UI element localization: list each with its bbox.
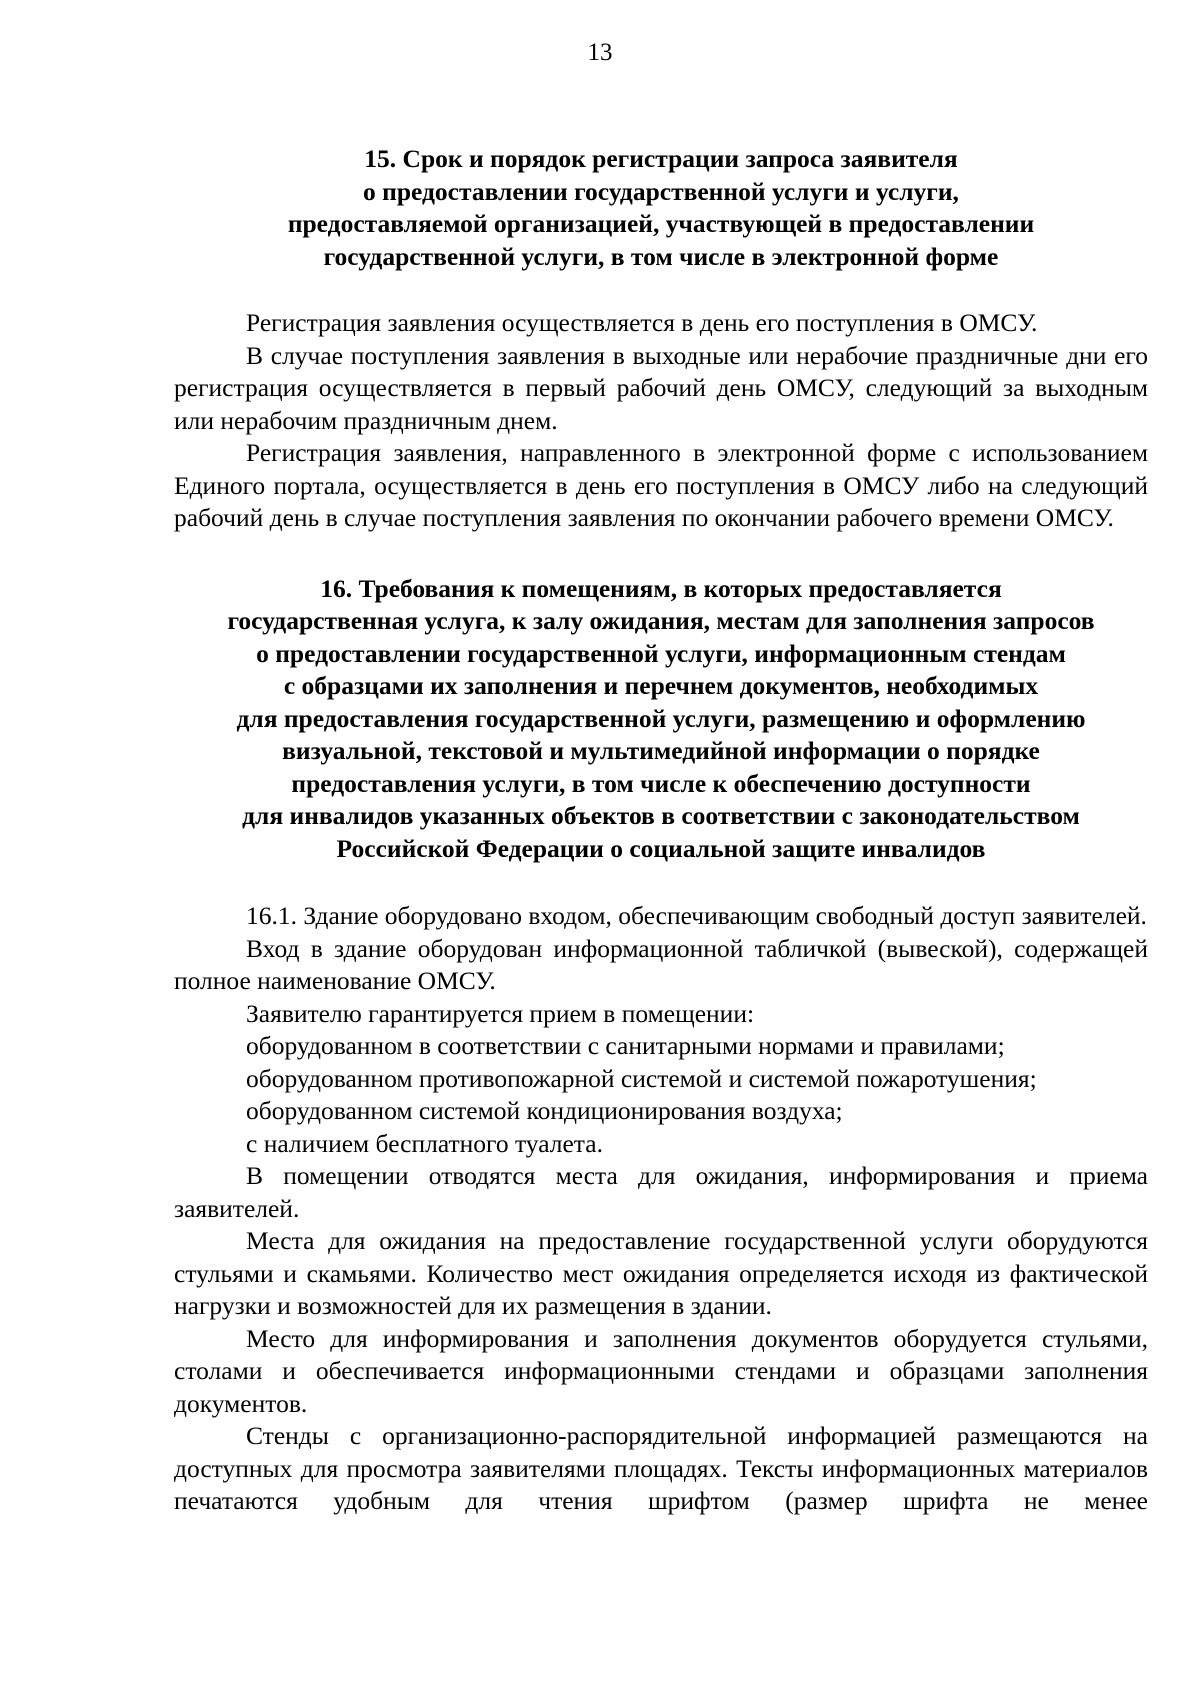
paragraph: Места для ожидания на предоставление государственной услуги оборудуются стульями и скамьями. Количество мест ожидания определяется исходя из фактической нагрузки и возможностей для их размещения в здании. bbox=[174, 1226, 1148, 1320]
list-item: оборудованном противопожарной системой и системой пожаротушения; bbox=[246, 1063, 1037, 1093]
heading-line: Российской Федерации о социальной защите инвалидов bbox=[336, 833, 986, 863]
heading-line: предоставления услуги, в том числе к обеспечению доступности bbox=[291, 768, 1031, 798]
heading-line: визуальной, текстовой и мультимедийной информации о порядке bbox=[282, 736, 1040, 765]
heading-line: с образцами их заполнения и перечнем документов, необходимых bbox=[283, 671, 1039, 700]
paragraph: В случае поступления заявления в выходные или нерабочие праздничные дни его регистрация осуществляется в первый рабочий день ОМСУ, следующий за выходным или нерабочим праздничным днем. bbox=[174, 340, 1148, 435]
heading-line: предоставляемой организацией, участвующей в предоставлении bbox=[287, 209, 1035, 238]
heading-line: о предоставлении государственной услуги и услуги, bbox=[363, 176, 959, 206]
paragraph: Заявителю гарантируется прием в помещении: bbox=[246, 998, 755, 1028]
section-15-body bbox=[174, 307, 1148, 535]
list-item: оборудованном в соответствии с санитарными нормами и правилами; bbox=[246, 1031, 1005, 1060]
heading-line: для инвалидов указанных объектов в соответствии с законодательством bbox=[242, 801, 1080, 830]
paragraph: Вход в здание оборудован информационной табличкой (вывеской), содержащей полное наименование ОМСУ. bbox=[174, 933, 1148, 995]
heading-line: для предоставления государственной услуги, размещению и оформлению bbox=[236, 703, 1086, 733]
paragraph: В помещении отводятся места для ожидания, информирования и приема заявителей. bbox=[174, 1161, 1148, 1223]
section-15-heading bbox=[174, 143, 1148, 273]
paragraph: Регистрация заявления, направленного в электронной форме с использованием Единого портала, осуществляется в день его поступления в ОМСУ либо на следующий рабочий день в случае поступления заявления по окончании рабочего времени ОМСУ. bbox=[174, 438, 1148, 532]
paragraph: 16.1. Здание оборудовано входом, обеспечивающим свободный доступ заявителей. bbox=[246, 901, 1147, 930]
paragraph: Стенды с организационно-распорядительной информацией размещаются на доступных для просмотра заявителями площадях. Тексты информационных материалов печатаются удобным для чтения шрифтом (размер шрифта не менее bbox=[174, 1421, 1148, 1515]
heading-line: 15. Срок и порядок регистрации запроса заявителя bbox=[364, 144, 958, 173]
list-item: с наличием бесплатного туалета. bbox=[246, 1128, 603, 1158]
heading-line: о предоставлении государственной услуги, информационным стендам bbox=[256, 638, 1066, 668]
page-content bbox=[174, 143, 1148, 1518]
section-16-heading bbox=[174, 573, 1148, 866]
paragraph: Регистрация заявления осуществляется в день его поступления в ОМСУ. bbox=[246, 308, 1038, 337]
section-16-body bbox=[174, 900, 1148, 1518]
heading-line: 16. Требования к помещениям, в которых предоставляется bbox=[320, 573, 1002, 603]
paragraph: Место для информирования и заполнения документов оборудуется стульями, столами и обеспечивается информационными стендами и образцами заполнения документов. bbox=[174, 1323, 1148, 1418]
heading-line: государственной услуги, в том числе в электронной форме bbox=[323, 241, 999, 271]
page-number: 13 bbox=[587, 39, 613, 66]
list-item: оборудованном системой кондиционирования воздуха; bbox=[246, 1096, 843, 1125]
heading-line: государственная услуга, к залу ожидания, местам для заполнения запросов bbox=[227, 606, 1095, 635]
